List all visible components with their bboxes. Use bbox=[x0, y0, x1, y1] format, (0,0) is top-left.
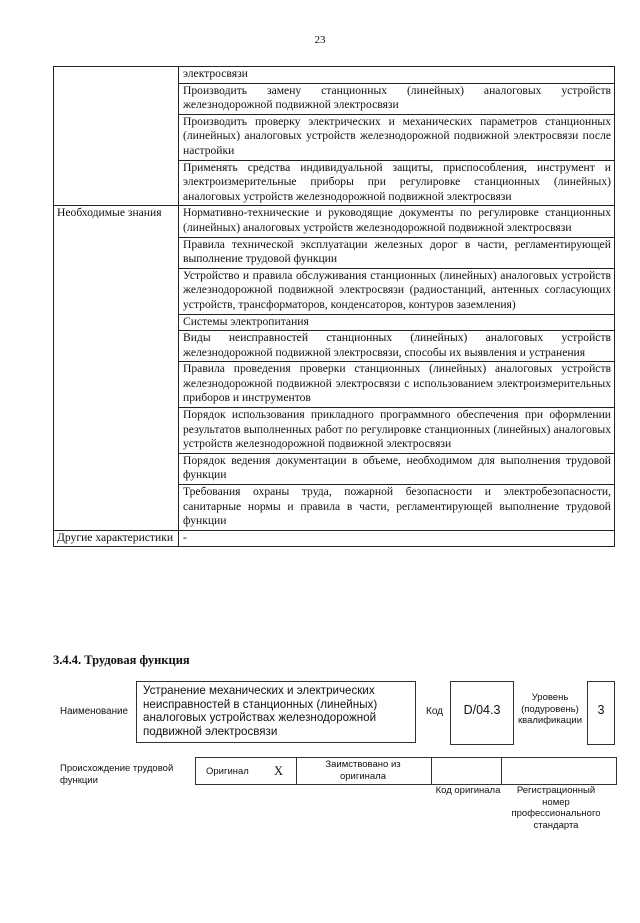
row-item: Производить замену станционных (линейных) аналоговых устройств железнодорожной подвижной электросвязи bbox=[179, 83, 615, 114]
origin-divider-3 bbox=[501, 758, 502, 784]
row-label: Другие характеристики bbox=[54, 530, 179, 547]
row-item: Системы электропитания bbox=[179, 314, 615, 331]
page-number: 23 bbox=[314, 34, 326, 46]
code-value-box: D/04.3 bbox=[450, 681, 514, 745]
row-item: Требования охраны труда, пожарной безопасности и электробезопасности, санитарные нормы и правила в части, регламентирующей выполнение трудовой функции bbox=[179, 485, 615, 531]
row-label: Необходимые знания bbox=[54, 206, 179, 530]
original-label: Оригинал bbox=[206, 766, 249, 777]
origin-label: Происхождение трудовой функции bbox=[60, 763, 174, 786]
code-label: Код bbox=[426, 706, 444, 717]
origin-divider-2 bbox=[431, 758, 432, 784]
row-item: Порядок ведения документации в объеме, необходимом для выполнения трудовой функции bbox=[179, 453, 615, 484]
row-item: Производить проверку электрических и механических параметров станционных (линейных) аналоговых устройств железнодорожной подвижной электросвязи после настройки bbox=[179, 114, 615, 160]
row-item: Правила проведения проверки станционных (линейных) аналоговых устройств железнодорожной подвижной электросвязи с использованием электроизмерительных приборов и инструментов bbox=[179, 362, 615, 408]
origin-divider-1 bbox=[296, 758, 297, 784]
row-item: - bbox=[179, 530, 615, 547]
table-row bbox=[54, 530, 615, 547]
name-label: Наименование bbox=[60, 706, 128, 717]
section-title: 3.4.4. Трудовая функция bbox=[53, 653, 190, 667]
row-item: Виды неисправностей станционных (линейных) аналоговых устройств железнодорожной подвижной электросвязи, способы их выявления и устранения bbox=[179, 331, 615, 362]
reg-number-label: Регистрационный номер профессионального стандарта bbox=[511, 785, 601, 831]
function-name-box: Устранение механических и электрических неисправностей в станционных (линейных) аналоговых устройствах железнодорожной подвижной электросвязи bbox=[136, 681, 416, 743]
row-item: Нормативно-технические и руководящие документы по регулировке станционных (линейных) аналоговых устройств железнодорожной подвижной электросвязи bbox=[179, 206, 615, 237]
row-label bbox=[54, 67, 179, 206]
original-mark: X bbox=[274, 764, 284, 778]
borrowed-label: Заимствовано из оригинала bbox=[325, 759, 401, 782]
level-label: Уровень (подуровень) квалификации bbox=[517, 692, 583, 726]
row-item: Применять средства индивидуальной защиты, приспособления, инструмент и электроизмерительные приборы при регулировке станционных (линейных) аналоговых устройств железнодорожной подвижной электросвязи bbox=[179, 160, 615, 206]
row-item: Порядок использования прикладного программного обеспечения при оформлении результатов выполненных работ по регулировке станционных (линейных) аналоговых устройств железнодорожной подвижной электросвязи bbox=[179, 408, 615, 454]
row-item: Устройство и правила обслуживания станционных (линейных) аналоговых устройств железнодорожной подвижной электросвязи (радиостанций, антенных согласующих устройств, трансформаторов, конденсаторов, контуров заземления) bbox=[179, 268, 615, 314]
table-row bbox=[54, 206, 615, 237]
knowledge-table bbox=[53, 66, 615, 547]
row-item: Правила технической эксплуатации железных дорог в части, регламентирующей выполнение трудовой функции bbox=[179, 237, 615, 268]
origin-row bbox=[195, 757, 617, 785]
knowledge-table-body bbox=[54, 67, 615, 547]
level-value-box: 3 bbox=[587, 681, 615, 745]
code-original-label: Код оригинала bbox=[435, 785, 501, 796]
table-row bbox=[54, 67, 615, 84]
row-item: электросвязи bbox=[179, 67, 615, 84]
